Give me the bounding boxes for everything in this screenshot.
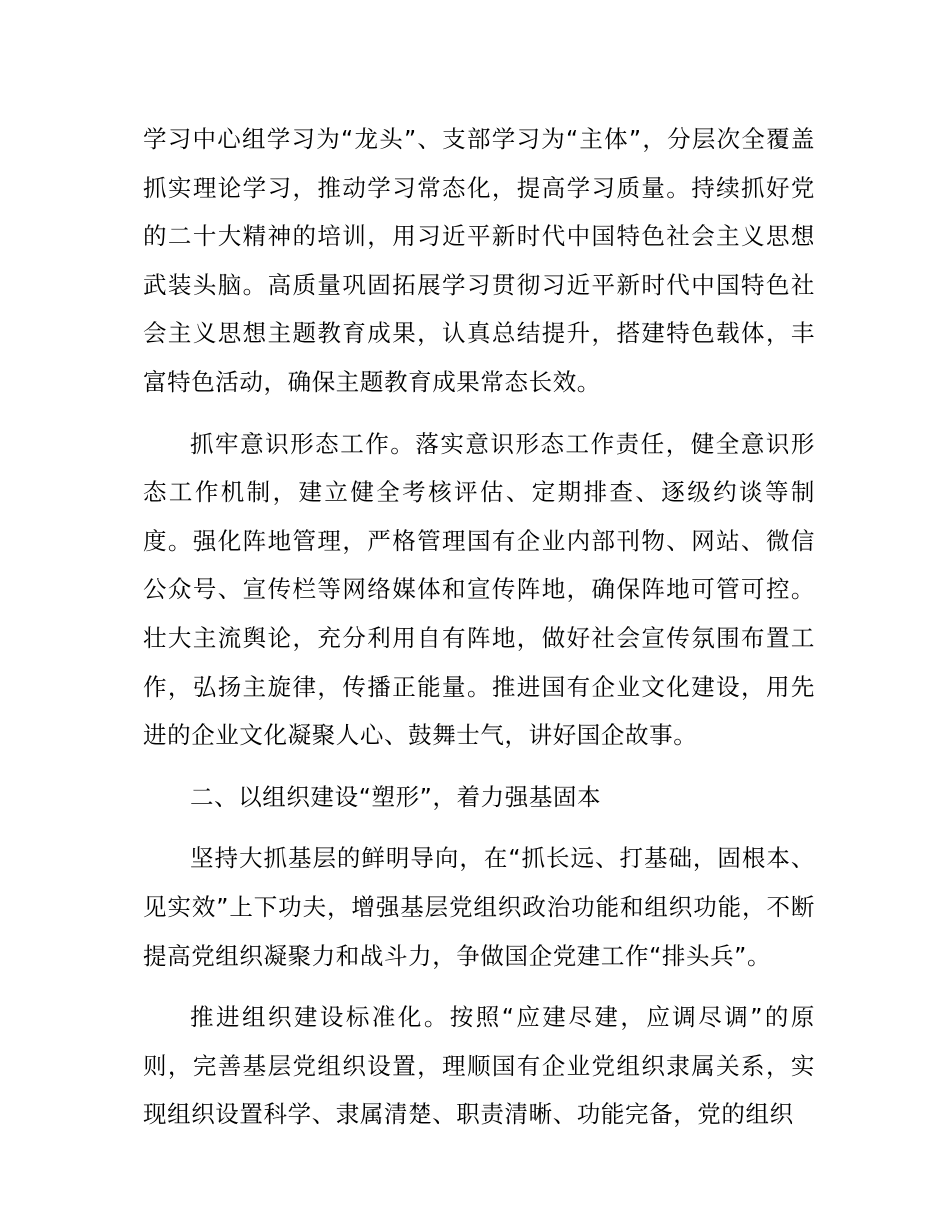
paragraph-theory-study: 学习中心组学习为“龙头”、支部学习为“主体”，分层次全覆盖抓实理论学习，推动学习常态化，提高学习质量。持续抓好党的二十大精神的培训，用习近平新时代中国特色社会主义思想武装头脑。高质量巩固拓展学习贯彻习近平新时代中国特色社会主义思想主题教育成果，认真总结提升，搭建特色载体，丰富特色活动，确保主题教育成果常态长效。 bbox=[143, 125, 815, 396]
section-heading-organization: 二、以组织建设“塑形”，着力强基固本 bbox=[190, 782, 602, 811]
paragraph-ideology-work: 抓牢意识形态工作。落实意识形态工作责任，健全意识形态工作机制，建立健全考核评估、定期排查、逐级约谈等制度。强化阵地管理，严格管理国有企业内部刊物、网站、微信公众号、宣传栏等网络媒体和宣传阵地，确保阵地可管可控。壮大主流舆论，充分利用自有阵地，做好社会宣传氛围布置工作，弘扬主旋律，传播正能量。推进国有企业文化建设，用先进的企业文化凝聚人心、鼓舞士气，讲好国企故事。 bbox=[143, 429, 815, 750]
paragraph-grassroots: 坚持大抓基层的鲜明导向，在“抓长远、打基础，固根本、见实效”上下功夫，增强基层党组织政治功能和组织功能，不断提高党组织凝聚力和战斗力，争做国企党建工作“排头兵”。 bbox=[143, 844, 815, 970]
paragraph-standardization: 推进组织建设标准化。按照“应建尽建，应调尽调”的原则，完善基层党组织设置，理顺国有企业党组织隶属关系，实现组织设置科学、隶属清楚、职责清晰、功能完备，党的组织 bbox=[143, 1003, 815, 1129]
document-body bbox=[143, 115, 815, 1152]
